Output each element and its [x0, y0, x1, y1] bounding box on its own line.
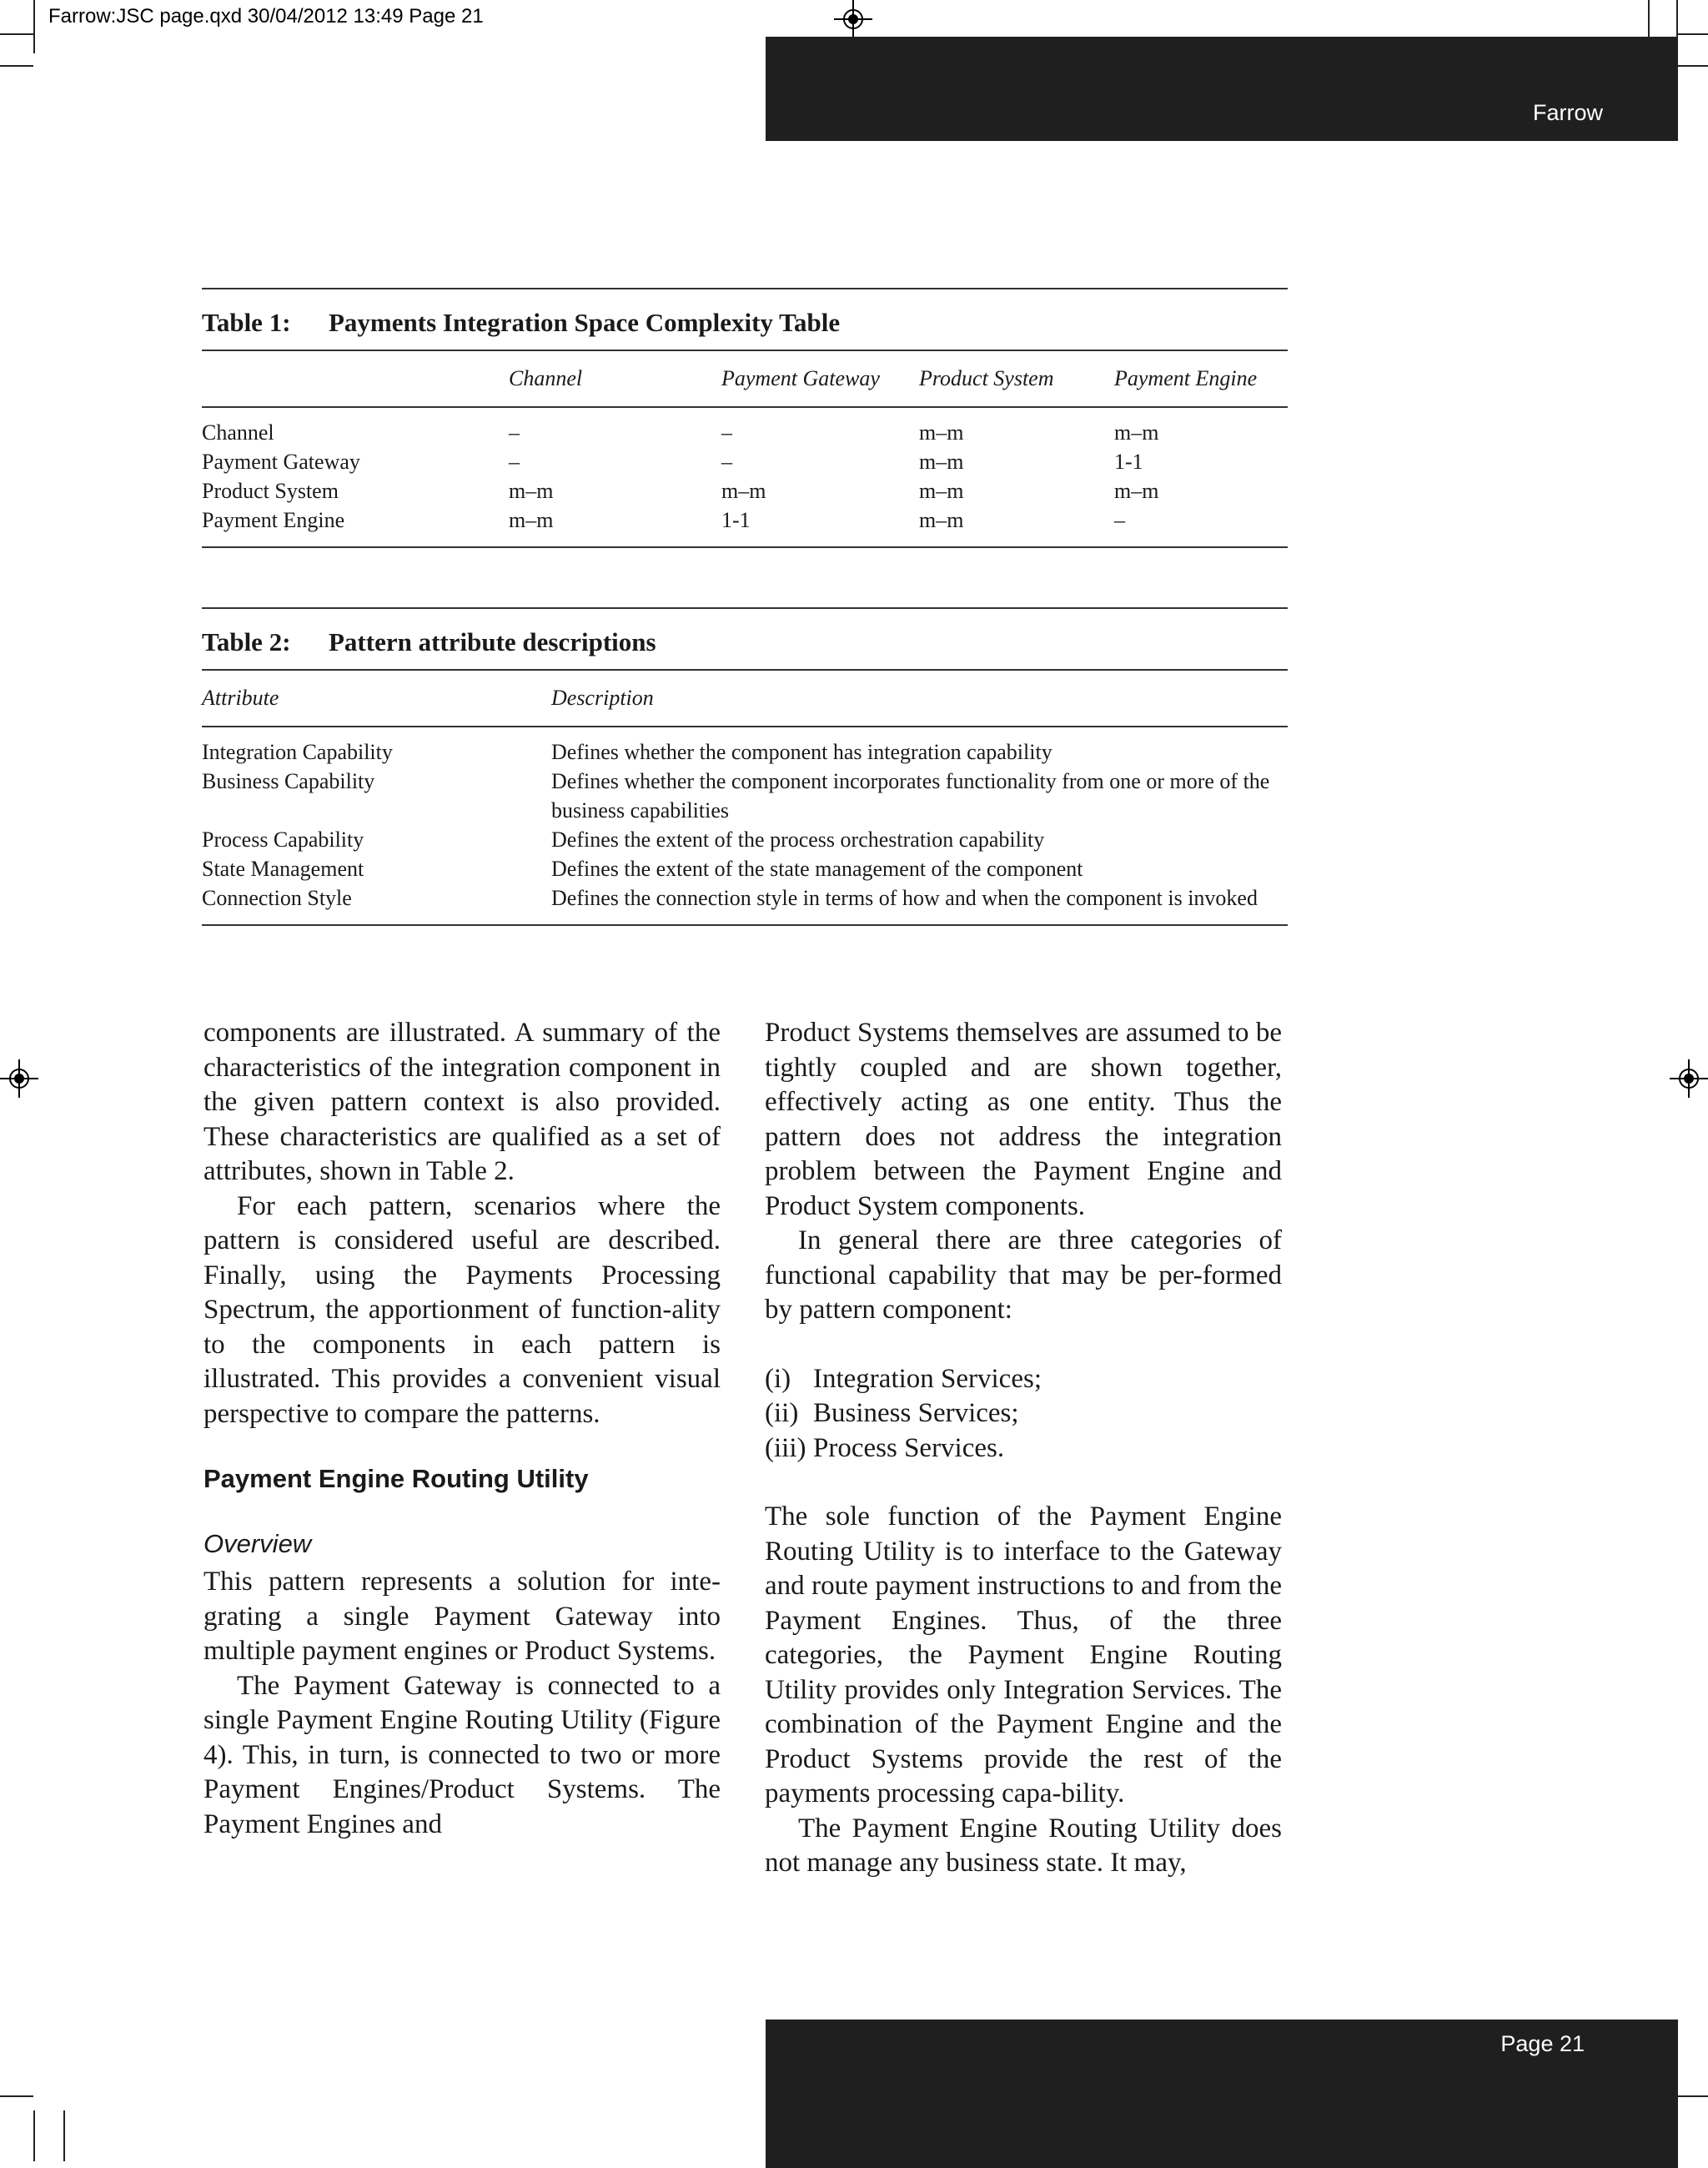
table-2-title: Pattern attribute descriptions — [329, 627, 656, 656]
table-row — [202, 506, 1288, 535]
table-cell: Business Capability — [202, 769, 375, 793]
table-1-number: Table 1: — [202, 308, 291, 337]
table-cell: Defines whether the component incorporates functionality from one or more of the business capabilities — [551, 769, 1270, 822]
body-paragraph: For each pattern, scenarios where the pattern is considered useful are described. Finally, using the Payments Processing Spectrum, the apportionment of function-ality to the components in each pattern is illustrated. This provides a convenient visual perspective to compare the patterns. — [203, 1190, 721, 1429]
body-paragraph: components are illustrated. A summary of the characteristics of the integration component in the given pattern context is also provided. These characteristics are qualified as a set of attributes, shown in Table 2. — [203, 1018, 721, 1186]
body-paragraph: The Payment Gateway is connected to a single Payment Engine Routing Utility (Figure 4). This, in turn, is connected to two or more Payment Engines/Product Systems. The Payment Engines and — [203, 1670, 721, 1839]
body-paragraph: This pattern represents a solution for inte-grating a single Payment Gateway into multiple payment engines or Product Systems. — [203, 1567, 721, 1666]
registration-mark-icon — [0, 1059, 38, 1098]
table-row — [202, 476, 1288, 506]
crop-mark — [1678, 2095, 1708, 2097]
table-row — [202, 418, 1288, 447]
body-column-right — [765, 1016, 1282, 1881]
table-cell: Integration Capability — [202, 740, 393, 764]
table-1-body — [202, 408, 1288, 546]
registration-mark-icon — [834, 0, 872, 38]
table-cell: Defines the extent of the process orchestration capability — [551, 827, 1045, 852]
table-cell: Product System — [202, 479, 339, 503]
table-header-cell: Description — [551, 686, 654, 710]
subsection-heading: Overview — [203, 1529, 312, 1558]
body-paragraph: The sole function of the Payment Engine Routing Utility is to interface to the Gateway and route payment instructions to and from the Payment Engines. Thus, of the three categories, the Payment Engine Routing Utility provides only Integration Services. The combination of the Payment Engine and the Product Systems provide the rest of the payments processing capa-bility. — [765, 1502, 1282, 1808]
list-item — [765, 1431, 1282, 1466]
running-footer — [766, 2020, 1678, 2168]
table-cell: – — [721, 420, 732, 445]
table-1-title: Payments Integration Space Complexity Table — [329, 308, 841, 337]
table-cell: m–m — [919, 420, 964, 445]
list-item-label: (ii) — [765, 1398, 799, 1428]
table-cell: m–m — [919, 508, 964, 532]
table-cell: m–m — [919, 450, 964, 474]
table-2 — [202, 607, 1288, 926]
table-cell: Defines the connection style in terms of how and when the component is invoked — [551, 886, 1258, 910]
list-item-text: Process Services. — [813, 1432, 1005, 1463]
table-1 — [202, 288, 1288, 548]
page-number: Page 21 — [1500, 2031, 1585, 2056]
table-rule — [202, 924, 1288, 926]
table-header-cell: Payment Engine — [1114, 366, 1258, 390]
crop-mark — [0, 33, 33, 35]
table-cell: Payment Gateway — [202, 450, 360, 474]
body-paragraph: In general there are three categories of functional capability that may be per-formed by pattern component: — [765, 1225, 1282, 1325]
list-item — [765, 1362, 1282, 1397]
list-item-label: (i) — [765, 1363, 791, 1394]
list-item-text: Integration Services; — [813, 1363, 1042, 1394]
table-row — [202, 854, 1288, 883]
table-cell: 1-1 — [721, 508, 751, 532]
capability-list — [765, 1362, 1282, 1466]
table-2-caption — [202, 609, 1288, 669]
table-cell: m–m — [919, 479, 964, 503]
crop-mark — [63, 2110, 65, 2161]
table-1-caption — [202, 289, 1288, 350]
table-cell: – — [721, 450, 732, 474]
body-paragraph: Product Systems themselves are assumed to be tightly coupled and are shown together, effectively acting as one entity. Thus the pattern does not address the integration problem between the Payment Engine and Product System components. — [765, 1018, 1282, 1221]
table-rule — [202, 546, 1288, 548]
registration-mark-icon — [1670, 1059, 1708, 1098]
table-header-cell: Attribute — [202, 686, 279, 710]
crop-mark — [1678, 33, 1708, 35]
table-cell: 1-1 — [1114, 450, 1143, 474]
table-cell: Connection Style — [202, 886, 352, 910]
table-cell: Payment Engine — [202, 508, 345, 532]
list-item-text: Business Services; — [813, 1398, 1019, 1428]
crop-mark — [1678, 65, 1708, 67]
table-cell: m–m — [721, 479, 766, 503]
print-slug-line: Farrow:JSC page.qxd 30/04/2012 13:49 Page 21 — [48, 5, 484, 28]
table-row — [202, 447, 1288, 476]
running-header-author: Farrow — [1532, 100, 1603, 125]
table-cell: – — [509, 450, 520, 474]
crop-mark — [33, 0, 35, 53]
table-cell: State Management — [202, 857, 364, 881]
table-header-cell: Product System — [919, 366, 1054, 390]
table-row — [202, 737, 1288, 767]
table-2-number: Table 2: — [202, 627, 291, 656]
body-column-left — [203, 1016, 721, 1842]
table-cell: – — [509, 420, 520, 445]
table-cell: m–m — [1114, 420, 1159, 445]
crop-mark — [33, 2110, 35, 2161]
table-cell: Channel — [202, 420, 274, 445]
table-cell: – — [1114, 508, 1125, 532]
table-2-body — [202, 727, 1288, 924]
table-cell: Defines the extent of the state management of the component — [551, 857, 1083, 881]
crop-mark — [0, 65, 33, 67]
body-paragraph: The Payment Engine Routing Utility does not manage any business state. It may, — [765, 1813, 1282, 1878]
table-header-cell: Channel — [509, 366, 583, 390]
table-header-cell: Payment Gateway — [721, 366, 880, 390]
table-cell: m–m — [1114, 479, 1159, 503]
table-cell: Process Capability — [202, 827, 364, 852]
list-item-label: (iii) — [765, 1432, 806, 1463]
list-item — [765, 1396, 1282, 1431]
running-header — [766, 37, 1678, 141]
table-row — [202, 767, 1288, 825]
table-2-header-row — [202, 671, 1288, 726]
table-cell: Defines whether the component has integration capability — [551, 740, 1052, 764]
table-cell: m–m — [509, 479, 554, 503]
section-heading: Payment Engine Routing Utility — [203, 1464, 589, 1493]
table-cell: m–m — [509, 508, 554, 532]
table-row — [202, 883, 1288, 913]
table-1-header-row — [202, 351, 1288, 406]
crop-mark — [0, 2095, 33, 2097]
table-row — [202, 825, 1288, 854]
